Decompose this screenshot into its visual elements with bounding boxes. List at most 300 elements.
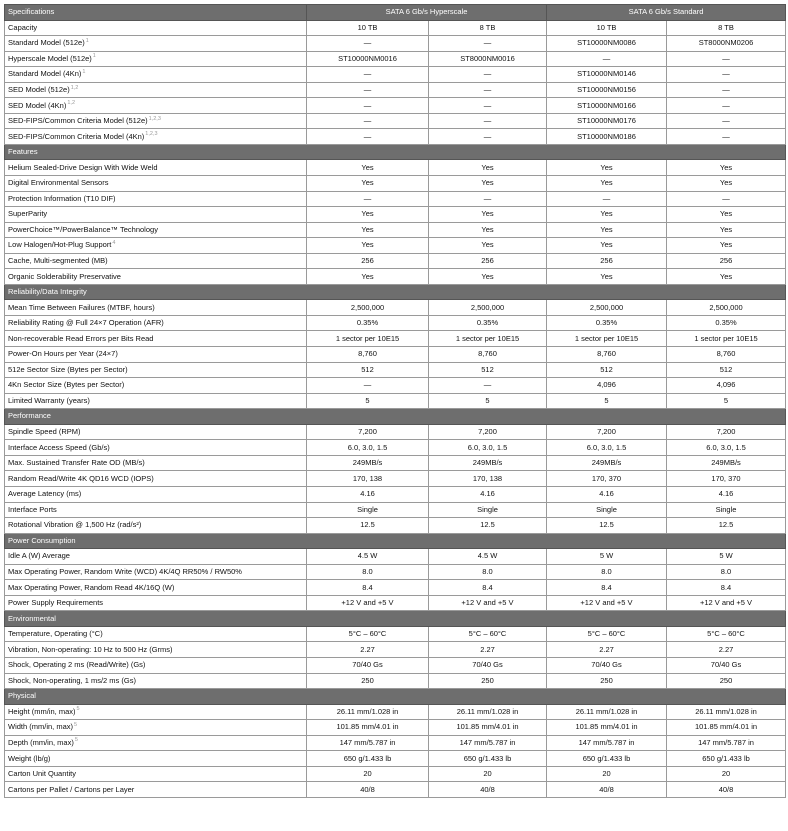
- row-label: 4Kn Sector Size (Bytes per Sector): [8, 380, 125, 390]
- row-label-cell: [5, 36, 307, 52]
- value-cell: 8,760: [307, 347, 429, 363]
- row-label-cell: [5, 424, 307, 440]
- table-row: [5, 113, 786, 129]
- value-cell: Yes: [667, 160, 786, 176]
- table-row: [5, 549, 786, 565]
- row-label: Power-On Hours per Year (24×7): [8, 349, 118, 359]
- value-cell: 5°C – 60°C: [547, 626, 667, 642]
- value-cell: ST8000NM0016: [429, 51, 547, 67]
- row-label: Power Supply Requirements: [8, 598, 104, 608]
- row-label: SED-FIPS/Common Criteria Model (512e): [8, 116, 148, 126]
- value-cell: ST10000NM0086: [547, 36, 667, 52]
- value-cell: —: [307, 67, 429, 83]
- value-cell: Yes: [667, 269, 786, 285]
- value-cell: 40/8: [307, 782, 429, 798]
- value-cell: 5: [429, 393, 547, 409]
- footnote-marker: 5: [76, 706, 80, 713]
- row-label: SuperParity: [8, 209, 48, 219]
- value-cell: 7,200: [547, 424, 667, 440]
- value-cell: 0.35%: [429, 315, 547, 331]
- value-cell: 147 mm/5.787 in: [667, 735, 786, 751]
- value-cell: +12 V and +5 V: [667, 595, 786, 611]
- footnote-marker: 1: [85, 37, 89, 44]
- row-label-cell: [5, 455, 307, 471]
- value-cell: 512: [667, 362, 786, 378]
- table-row: [5, 720, 786, 736]
- value-cell: 12.5: [547, 518, 667, 534]
- value-cell: 7,200: [667, 424, 786, 440]
- row-label: Helium Sealed-Drive Design With Wide Weld: [8, 162, 158, 172]
- table-row: [5, 51, 786, 67]
- row-label: Interface Ports: [8, 504, 57, 514]
- value-cell: 5: [667, 393, 786, 409]
- row-label-cell: [5, 20, 307, 36]
- table-row: [5, 751, 786, 767]
- table-row: [5, 455, 786, 471]
- row-label-cell: [5, 222, 307, 238]
- value-cell: —: [307, 82, 429, 98]
- value-cell: —: [667, 82, 786, 98]
- value-cell: 147 mm/5.787 in: [429, 735, 547, 751]
- value-cell: 1 sector per 10E15: [307, 331, 429, 347]
- value-cell: Yes: [429, 176, 547, 192]
- value-cell: 8 TB: [429, 20, 547, 36]
- value-cell: Yes: [547, 222, 667, 238]
- table-title: Specifications: [5, 5, 307, 21]
- row-label-cell: [5, 486, 307, 502]
- table-row: [5, 502, 786, 518]
- row-label-cell: [5, 642, 307, 658]
- value-cell: 5: [307, 393, 429, 409]
- value-cell: Yes: [307, 207, 429, 223]
- value-cell: 4,096: [667, 378, 786, 394]
- row-label: PowerChoice™/PowerBalance™ Technology: [8, 224, 158, 234]
- value-cell: 249MB/s: [547, 455, 667, 471]
- value-cell: 20: [547, 766, 667, 782]
- value-cell: 8.4: [307, 580, 429, 596]
- row-label-cell: [5, 704, 307, 720]
- table-row: [5, 176, 786, 192]
- table-row: [5, 782, 786, 798]
- value-cell: 101.85 mm/4.01 in: [547, 720, 667, 736]
- section-header-row: [5, 284, 786, 300]
- table-row: [5, 20, 786, 36]
- value-cell: 1 sector per 10E15: [547, 331, 667, 347]
- value-cell: 650 g/1.433 lb: [429, 751, 547, 767]
- section-title: Environmental: [5, 611, 786, 627]
- value-cell: 101.85 mm/4.01 in: [667, 720, 786, 736]
- row-label-cell: [5, 440, 307, 456]
- row-label: Digital Environmental Sensors: [8, 178, 109, 188]
- value-cell: 1 sector per 10E15: [429, 331, 547, 347]
- value-cell: ST8000NM0206: [667, 36, 786, 52]
- value-cell: 512: [429, 362, 547, 378]
- value-cell: 0.35%: [307, 315, 429, 331]
- value-cell: 5 W: [547, 549, 667, 565]
- value-cell: 0.35%: [667, 315, 786, 331]
- table-row: [5, 518, 786, 534]
- value-cell: 8.4: [667, 580, 786, 596]
- value-cell: 4.16: [547, 486, 667, 502]
- row-label: Capacity: [8, 22, 38, 32]
- table-row: [5, 471, 786, 487]
- value-cell: 8.4: [429, 580, 547, 596]
- value-cell: 40/8: [429, 782, 547, 798]
- section-header-row: [5, 533, 786, 549]
- row-label-cell: [5, 735, 307, 751]
- specifications-body: [5, 20, 786, 797]
- value-cell: 2.27: [547, 642, 667, 658]
- value-cell: —: [547, 191, 667, 207]
- value-cell: Single: [429, 502, 547, 518]
- row-label: Organic Solderability Preservative: [8, 271, 121, 281]
- row-label-cell: [5, 362, 307, 378]
- section-title: Physical: [5, 689, 786, 705]
- value-cell: 8.0: [429, 564, 547, 580]
- value-cell: —: [429, 67, 547, 83]
- value-cell: 256: [667, 253, 786, 269]
- value-cell: Yes: [429, 269, 547, 285]
- row-label: Vibration, Non-operating: 10 Hz to 500 Hz (Grms): [8, 644, 173, 654]
- row-label: Max. Sustained Transfer Rate OD (MB/s): [8, 458, 145, 468]
- value-cell: 8,760: [547, 347, 667, 363]
- value-cell: Yes: [307, 176, 429, 192]
- section-header-row: [5, 689, 786, 705]
- value-cell: 20: [667, 766, 786, 782]
- value-cell: ST10000NM0146: [547, 67, 667, 83]
- value-cell: —: [667, 129, 786, 145]
- value-cell: —: [307, 378, 429, 394]
- table-row: [5, 315, 786, 331]
- value-cell: 26.11 mm/1.028 in: [307, 704, 429, 720]
- value-cell: ST10000NM0186: [547, 129, 667, 145]
- value-cell: —: [667, 191, 786, 207]
- value-cell: 5: [547, 393, 667, 409]
- value-cell: +12 V and +5 V: [429, 595, 547, 611]
- value-cell: 249MB/s: [307, 455, 429, 471]
- value-cell: 256: [429, 253, 547, 269]
- row-label: Protection Information (T10 DIF): [8, 193, 116, 203]
- table-row: [5, 207, 786, 223]
- table-row: [5, 362, 786, 378]
- row-label-cell: [5, 471, 307, 487]
- row-label: Spindle Speed (RPM): [8, 427, 81, 437]
- value-cell: 2,500,000: [547, 300, 667, 316]
- row-label: Average Latency (ms): [8, 489, 82, 499]
- row-label-cell: [5, 176, 307, 192]
- value-cell: 4,096: [547, 378, 667, 394]
- row-label-cell: [5, 720, 307, 736]
- table-row: [5, 222, 786, 238]
- section-title: Features: [5, 144, 786, 160]
- row-label-cell: [5, 191, 307, 207]
- row-label: SED Model (4Kn): [8, 100, 67, 110]
- row-label: Temperature, Operating (°C): [8, 629, 103, 639]
- value-cell: 8.4: [547, 580, 667, 596]
- row-label: Mean Time Between Failures (MTBF, hours): [8, 302, 155, 312]
- row-label-cell: [5, 580, 307, 596]
- value-cell: 26.11 mm/1.028 in: [547, 704, 667, 720]
- value-cell: 2.27: [307, 642, 429, 658]
- table-row: [5, 704, 786, 720]
- row-label-cell: [5, 673, 307, 689]
- footnote-marker: 1,2,3: [145, 131, 158, 138]
- table-row: [5, 673, 786, 689]
- value-cell: 8.0: [667, 564, 786, 580]
- table-row: [5, 82, 786, 98]
- table-row: [5, 657, 786, 673]
- value-cell: Yes: [547, 176, 667, 192]
- value-cell: 101.85 mm/4.01 in: [307, 720, 429, 736]
- table-row: [5, 580, 786, 596]
- value-cell: Yes: [547, 238, 667, 254]
- value-cell: Yes: [307, 160, 429, 176]
- value-cell: 1 sector per 10E15: [667, 331, 786, 347]
- value-cell: Yes: [429, 222, 547, 238]
- value-cell: —: [667, 98, 786, 114]
- table-row: [5, 626, 786, 642]
- value-cell: 170, 370: [547, 471, 667, 487]
- value-cell: —: [667, 113, 786, 129]
- table-row: [5, 36, 786, 52]
- value-cell: Single: [667, 502, 786, 518]
- value-cell: 70/40 Gs: [667, 657, 786, 673]
- row-label: Hyperscale Model (512e): [8, 53, 92, 63]
- row-label: Limited Warranty (years): [8, 395, 90, 405]
- row-label: 512e Sector Size (Bytes per Sector): [8, 364, 128, 374]
- row-label: Carton Unit Quantity: [8, 769, 76, 779]
- value-cell: 0.35%: [547, 315, 667, 331]
- value-cell: Yes: [429, 238, 547, 254]
- value-cell: 512: [307, 362, 429, 378]
- row-label: Weight (lb/g): [8, 753, 51, 763]
- row-label: Cartons per Pallet / Cartons per Layer: [8, 784, 135, 794]
- value-cell: 8,760: [667, 347, 786, 363]
- value-cell: ST10000NM0166: [547, 98, 667, 114]
- value-cell: 250: [307, 673, 429, 689]
- table-row: [5, 595, 786, 611]
- value-cell: —: [429, 129, 547, 145]
- value-cell: Yes: [547, 207, 667, 223]
- value-cell: 2.27: [429, 642, 547, 658]
- value-cell: 70/40 Gs: [307, 657, 429, 673]
- value-cell: 6.0, 3.0, 1.5: [547, 440, 667, 456]
- value-cell: —: [667, 51, 786, 67]
- row-label-cell: [5, 160, 307, 176]
- value-cell: 2,500,000: [307, 300, 429, 316]
- value-cell: 8.0: [307, 564, 429, 580]
- table-row: [5, 424, 786, 440]
- value-cell: 70/40 Gs: [547, 657, 667, 673]
- value-cell: —: [307, 113, 429, 129]
- value-cell: Yes: [667, 222, 786, 238]
- row-label-cell: [5, 751, 307, 767]
- value-cell: ST10000NM0016: [307, 51, 429, 67]
- row-label-cell: [5, 595, 307, 611]
- value-cell: Single: [547, 502, 667, 518]
- value-cell: 6.0, 3.0, 1.5: [667, 440, 786, 456]
- table-row: [5, 269, 786, 285]
- value-cell: Yes: [307, 222, 429, 238]
- row-label-cell: [5, 82, 307, 98]
- table-row: [5, 642, 786, 658]
- value-cell: 512: [547, 362, 667, 378]
- value-cell: +12 V and +5 V: [547, 595, 667, 611]
- value-cell: —: [429, 36, 547, 52]
- value-cell: 249MB/s: [667, 455, 786, 471]
- footnote-marker: 1,2: [67, 100, 76, 107]
- value-cell: 26.11 mm/1.028 in: [429, 704, 547, 720]
- row-label: Standard Model (4Kn): [8, 69, 82, 79]
- value-cell: —: [667, 67, 786, 83]
- value-cell: 147 mm/5.787 in: [307, 735, 429, 751]
- value-cell: —: [307, 129, 429, 145]
- row-label: Height (mm/in, max): [8, 706, 76, 716]
- header-group-standard: SATA 6 Gb/s Standard: [547, 5, 786, 21]
- row-label-cell: [5, 657, 307, 673]
- value-cell: ST10000NM0176: [547, 113, 667, 129]
- value-cell: 12.5: [429, 518, 547, 534]
- row-label: Reliability Rating @ Full 24×7 Operation (AFR): [8, 318, 164, 328]
- value-cell: 249MB/s: [429, 455, 547, 471]
- row-label-cell: [5, 626, 307, 642]
- table-row: [5, 440, 786, 456]
- row-label-cell: [5, 129, 307, 145]
- value-cell: +12 V and +5 V: [307, 595, 429, 611]
- value-cell: 5°C – 60°C: [429, 626, 547, 642]
- table-row: [5, 191, 786, 207]
- table-row: [5, 300, 786, 316]
- value-cell: 7,200: [429, 424, 547, 440]
- row-label: Standard Model (512e): [8, 38, 85, 48]
- footnote-marker: 5: [74, 737, 78, 744]
- table-row: [5, 347, 786, 363]
- value-cell: 170, 138: [307, 471, 429, 487]
- row-label: Random Read/Write 4K QD16 WCD (IOPS): [8, 473, 154, 483]
- table-row: [5, 393, 786, 409]
- section-title: Power Consumption: [5, 533, 786, 549]
- value-cell: 650 g/1.433 lb: [307, 751, 429, 767]
- row-label-cell: [5, 113, 307, 129]
- row-label: Shock, Non-operating, 1 ms/2 ms (Gs): [8, 675, 136, 685]
- value-cell: 4.16: [429, 486, 547, 502]
- value-cell: 10 TB: [547, 20, 667, 36]
- value-cell: 250: [547, 673, 667, 689]
- row-label-cell: [5, 393, 307, 409]
- value-cell: ST10000NM0156: [547, 82, 667, 98]
- footnote-marker: 1: [92, 53, 96, 60]
- value-cell: 20: [429, 766, 547, 782]
- row-label-cell: [5, 300, 307, 316]
- section-title: Performance: [5, 409, 786, 425]
- value-cell: 170, 370: [667, 471, 786, 487]
- row-label-cell: [5, 347, 307, 363]
- value-cell: 250: [667, 673, 786, 689]
- value-cell: 4.16: [307, 486, 429, 502]
- value-cell: —: [429, 378, 547, 394]
- table-row: [5, 160, 786, 176]
- row-label: Cache, Multi-segmented (MB): [8, 256, 108, 266]
- row-label: Interface Access Speed (Gb/s): [8, 442, 110, 452]
- value-cell: 5 W: [667, 549, 786, 565]
- table-row: [5, 564, 786, 580]
- row-label: Non-recoverable Read Errors per Bits Read: [8, 333, 154, 343]
- row-label: SED-FIPS/Common Criteria Model (4Kn): [8, 131, 145, 141]
- value-cell: 10 TB: [307, 20, 429, 36]
- row-label: Max Operating Power, Random Read 4K/16Q (W): [8, 582, 175, 592]
- value-cell: —: [307, 191, 429, 207]
- row-label: Rotational Vibration @ 1,500 Hz (rad/s²): [8, 520, 142, 530]
- value-cell: 7,200: [307, 424, 429, 440]
- footnote-marker: 1,2: [70, 84, 79, 91]
- value-cell: 2,500,000: [667, 300, 786, 316]
- row-label-cell: [5, 549, 307, 565]
- value-cell: 4.5 W: [307, 549, 429, 565]
- table-row: [5, 238, 786, 254]
- value-cell: 6.0, 3.0, 1.5: [429, 440, 547, 456]
- row-label: SED Model (512e): [8, 85, 70, 94]
- value-cell: 101.85 mm/4.01 in: [429, 720, 547, 736]
- row-label: Depth (mm/in, max): [8, 737, 74, 747]
- value-cell: 650 g/1.433 lb: [547, 751, 667, 767]
- table-row: [5, 766, 786, 782]
- value-cell: Yes: [667, 238, 786, 254]
- value-cell: 8,760: [429, 347, 547, 363]
- value-cell: 5°C – 60°C: [667, 626, 786, 642]
- section-header-row: [5, 144, 786, 160]
- table-header-row: [5, 5, 786, 21]
- value-cell: 12.5: [667, 518, 786, 534]
- value-cell: Single: [307, 502, 429, 518]
- table-row: [5, 331, 786, 347]
- value-cell: Yes: [307, 269, 429, 285]
- row-label-cell: [5, 564, 307, 580]
- row-label-cell: [5, 502, 307, 518]
- value-cell: Yes: [547, 160, 667, 176]
- row-label-cell: [5, 67, 307, 83]
- row-label: Width (mm/in, max): [8, 722, 74, 732]
- value-cell: Yes: [307, 238, 429, 254]
- value-cell: 8.0: [547, 564, 667, 580]
- value-cell: —: [307, 98, 429, 114]
- value-cell: 70/40 Gs: [429, 657, 547, 673]
- section-header-row: [5, 409, 786, 425]
- footnote-marker: 5: [74, 721, 78, 728]
- row-label-cell: [5, 253, 307, 269]
- row-label: Max Operating Power, Random Write (WCD) 4K/4Q RR50% / RW50%: [8, 566, 242, 576]
- table-row: [5, 67, 786, 83]
- footnote-marker: 1,2,3: [148, 115, 161, 122]
- footnote-marker: 1: [82, 68, 86, 75]
- value-cell: —: [429, 82, 547, 98]
- value-cell: —: [307, 36, 429, 52]
- value-cell: —: [429, 98, 547, 114]
- value-cell: Yes: [429, 160, 547, 176]
- value-cell: 256: [307, 253, 429, 269]
- value-cell: —: [429, 113, 547, 129]
- value-cell: 2,500,000: [429, 300, 547, 316]
- value-cell: 650 g/1.433 lb: [667, 751, 786, 767]
- value-cell: 170, 138: [429, 471, 547, 487]
- row-label-cell: [5, 766, 307, 782]
- value-cell: 8 TB: [667, 20, 786, 36]
- value-cell: 6.0, 3.0, 1.5: [307, 440, 429, 456]
- row-label: Idle A (W) Average: [8, 551, 70, 561]
- row-label-cell: [5, 98, 307, 114]
- value-cell: 20: [307, 766, 429, 782]
- value-cell: 2.27: [667, 642, 786, 658]
- value-cell: 40/8: [547, 782, 667, 798]
